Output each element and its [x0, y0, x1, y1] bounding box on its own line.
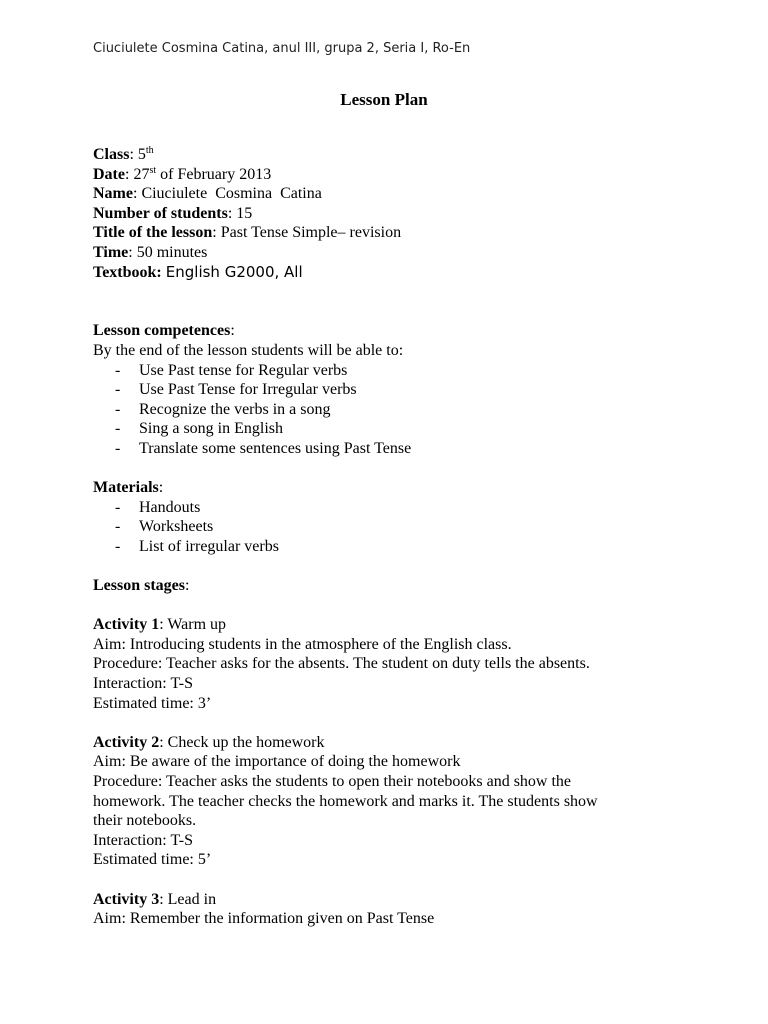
activity-2-interaction: Interaction: T-S [93, 831, 193, 849]
stages-heading-row: Lesson stages: [93, 577, 190, 595]
activity-1-interaction: Interaction: T-S [93, 675, 193, 693]
date-suffix: st [149, 164, 157, 176]
list-item: - Use Past Tense for Irregular verbs [115, 381, 357, 399]
students-row: Number of students: 15 [93, 204, 253, 222]
list-item: - Translate some sentences using Past Tense [115, 439, 412, 457]
materials-heading: Materials [93, 479, 159, 497]
name-value: Ciuciulete Cosmina Catina [141, 185, 322, 203]
date-label: Date [93, 165, 125, 183]
activity-2-procedure: their notebooks. [93, 812, 197, 830]
class-value: 5 [137, 146, 146, 163]
list-item: - Use Past tense for Regular verbs [115, 361, 348, 379]
activity-2-title: Activity 2: Check up the homework [93, 733, 325, 751]
students-label: Number of students [93, 204, 228, 222]
lesson-title-row: Title of the lesson: Past Tense Simple– revision [93, 224, 402, 242]
list-item: - Recognize the verbs in a song [115, 400, 331, 418]
activity-3-aim: Aim: Remember the information given on Past Tense [93, 910, 435, 928]
textbook-label: Textbook: [93, 263, 162, 281]
activity-2-procedure: Procedure: Teacher asks the students to open their notebooks and show the [93, 773, 572, 790]
competences-heading: Lesson competences [93, 322, 231, 340]
activity-1-aim: Aim: Introducing students in the atmosphere of the English class. [93, 635, 512, 653]
time-label: Time [93, 243, 129, 261]
textbook-row [93, 263, 733, 283]
class-row: Class: 5th [93, 145, 154, 163]
materials-list [93, 498, 733, 557]
list-item: - Sing a song in English [115, 420, 284, 438]
name-row: Name: Ciuciulete Cosmina Catina [93, 185, 322, 203]
lesson-title-value: Past Tense Simple– revision [220, 224, 402, 242]
page-title: Lesson Plan [340, 90, 428, 109]
time-row: Time: 50 minutes [93, 243, 208, 261]
list-item: - Handouts [115, 498, 201, 516]
activity-1-title: Activity 1: Warm up [93, 616, 227, 634]
list-item: - Worksheets [115, 518, 214, 536]
date-rest: of February 2013 [156, 165, 272, 183]
class-label: Class [93, 146, 130, 163]
competences-list [93, 361, 733, 459]
stages-heading: Lesson stages [93, 577, 186, 595]
activity-2-procedure: homework. The teacher checks the homework and marks it. The students show [93, 792, 598, 810]
textbook-value: English G2000, All [165, 262, 303, 281]
activity-2-time: Estimated time: 5’ [93, 851, 212, 869]
lesson-title-label: Title of the lesson [93, 224, 213, 242]
activity-1-time: Estimated time: 3’ [93, 694, 212, 712]
author-header: Ciuciulete Cosmina Catina, anul III, grupa 2, Seria I, Ro-En [93, 41, 471, 56]
competences-intro: By the end of the lesson students will be able to: [93, 341, 404, 359]
date-row: Date: 27st of February 2013 [93, 164, 272, 183]
activity-2-aim: Aim: Be aware of the importance of doing the homework [93, 753, 461, 771]
students-value: 15 [236, 204, 253, 222]
date-day: 27 [133, 165, 150, 183]
time-value: 50 minutes [136, 243, 208, 261]
competences-heading-row: Lesson competences: [93, 322, 235, 340]
name-label: Name [93, 185, 133, 203]
class-suffix: th [145, 145, 154, 156]
materials-heading-row: Materials: [93, 479, 164, 497]
document-body [93, 145, 733, 929]
activity-3-title: Activity 3: Lead in [93, 890, 217, 908]
activity-1-procedure: Procedure: Teacher asks for the absents. The student on duty tells the absents. [93, 655, 590, 673]
list-item: - List of irregular verbs [115, 537, 279, 555]
